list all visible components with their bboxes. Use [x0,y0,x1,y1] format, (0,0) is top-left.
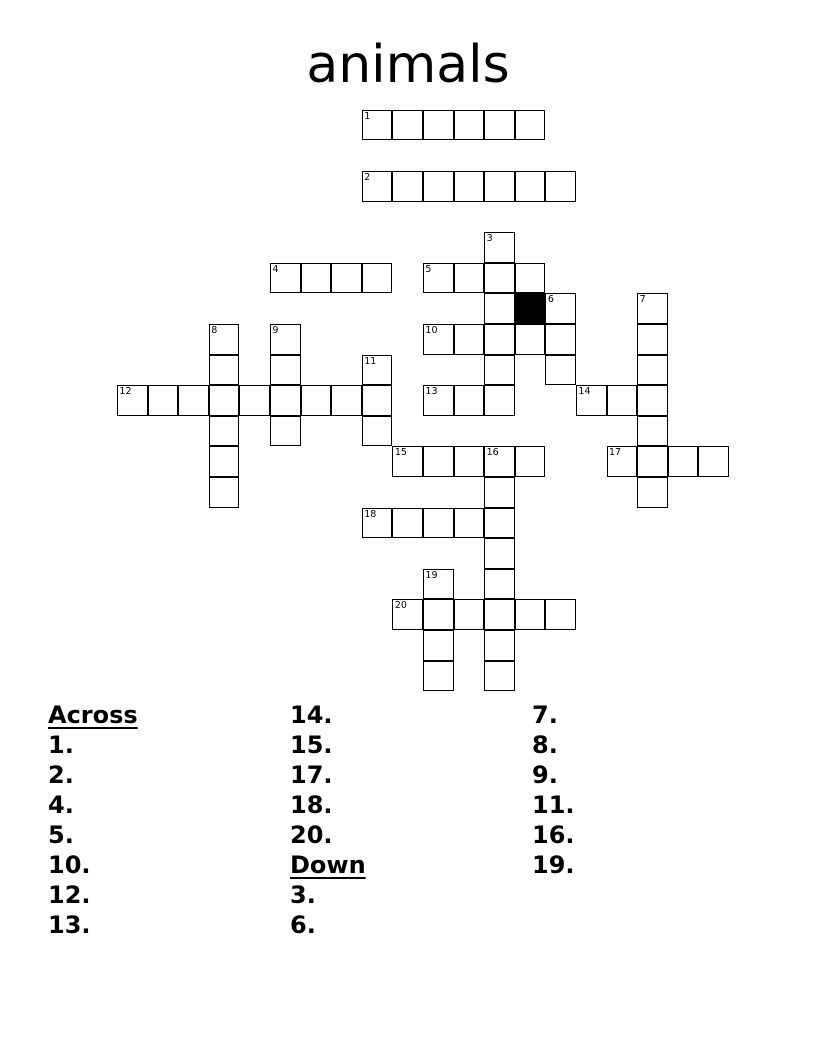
crossword-cell[interactable] [209,324,240,355]
crossword-cell[interactable] [668,446,699,477]
crossword-cell[interactable] [423,385,454,416]
clue-across: 5. [48,821,74,849]
clue-number: 3 [486,233,493,245]
crossword-cell[interactable] [484,355,515,386]
crossword-cell[interactable] [545,293,576,324]
crossword-cell[interactable] [331,385,362,416]
crossword-cell[interactable] [209,477,240,508]
crossword-cell[interactable] [607,446,638,477]
crossword-cell[interactable] [270,324,301,355]
clue-number: 20 [394,600,407,612]
crossword-cell[interactable] [423,630,454,661]
crossword-cell[interactable] [515,110,546,141]
crossword-cell[interactable] [576,385,607,416]
crossword-cell[interactable] [454,446,485,477]
crossword-cell[interactable] [515,599,546,630]
clue-number: 14 [578,386,591,398]
clue-across: 18. [290,791,333,819]
black-square [515,293,546,324]
crossword-cell[interactable] [362,416,393,447]
crossword-cell[interactable] [484,385,515,416]
crossword-cell[interactable] [362,355,393,386]
crossword-cell[interactable] [515,446,546,477]
clue-down: 16. [532,821,575,849]
crossword-cell[interactable] [301,263,332,294]
crossword-cell[interactable] [484,110,515,141]
crossword-cell[interactable] [484,477,515,508]
clue-across: 14. [290,701,333,729]
crossword-cell[interactable] [545,355,576,386]
crossword-cell[interactable] [454,385,485,416]
crossword-cell[interactable] [270,416,301,447]
clue-number: 4 [272,263,279,275]
crossword-cell[interactable] [545,599,576,630]
crossword-cell[interactable] [423,599,454,630]
down-heading: Down [290,851,366,879]
crossword-cell[interactable] [515,324,546,355]
clue-number: 12 [119,386,132,398]
crossword-cell[interactable] [209,416,240,447]
crossword-cell[interactable] [392,599,423,630]
crossword-cell[interactable] [362,508,393,539]
clue-down: 19. [532,851,575,879]
crossword-cell[interactable] [454,599,485,630]
crossword-cell[interactable] [515,171,546,202]
crossword-cell[interactable] [423,171,454,202]
crossword-cell[interactable] [545,324,576,355]
clue-across: 2. [48,761,74,789]
crossword-cell[interactable] [209,446,240,477]
clue-column-2 [290,700,366,940]
crossword-cell[interactable] [301,385,332,416]
crossword-cell[interactable] [637,416,668,447]
clue-number: 19 [425,569,438,581]
clue-across: 15. [290,731,333,759]
across-heading: Across [48,701,138,729]
crossword-cell[interactable] [362,110,393,141]
crossword-cell[interactable] [270,355,301,386]
crossword-cell[interactable] [484,324,515,355]
crossword-cell[interactable] [362,171,393,202]
clue-across: 17. [290,761,333,789]
crossword-cell[interactable] [607,385,638,416]
crossword-cell[interactable] [117,385,148,416]
crossword-cell[interactable] [270,263,301,294]
crossword-cell[interactable] [637,355,668,386]
crossword-cell[interactable] [392,171,423,202]
clue-number: 5 [425,263,432,275]
clue-number: 11 [364,355,377,367]
crossword-cell[interactable] [209,385,240,416]
crossword-cell[interactable] [423,324,454,355]
crossword-cell[interactable] [423,263,454,294]
clue-down: 3. [290,881,316,909]
clue-column-3 [532,700,575,880]
clue-down: 9. [532,761,558,789]
crossword-cell[interactable] [454,110,485,141]
crossword-cell[interactable] [423,508,454,539]
crossword-cell[interactable] [362,385,393,416]
clue-number: 6 [547,294,554,306]
clue-across: 13. [48,911,91,939]
crossword-cell[interactable] [454,508,485,539]
clue-across: 20. [290,821,333,849]
crossword-cell[interactable] [392,110,423,141]
crossword-cell[interactable] [637,385,668,416]
crossword-cell[interactable] [637,293,668,324]
crossword-cell[interactable] [239,385,270,416]
clue-down: 7. [532,701,558,729]
clue-down: 8. [532,731,558,759]
crossword-cell[interactable] [423,569,454,600]
clue-number: 2 [364,171,371,183]
crossword-cell[interactable] [484,661,515,692]
puzzle-title: animals [306,35,510,95]
clue-across: 12. [48,881,91,909]
clue-down: 6. [290,911,316,939]
crossword-cell[interactable] [423,110,454,141]
clue-number: 9 [272,324,279,336]
crossword-cell[interactable] [484,599,515,630]
clue-number: 17 [609,447,622,459]
crossword-cell[interactable] [484,508,515,539]
clue-number: 10 [425,324,438,336]
crossword-cell[interactable] [484,630,515,661]
crossword-cell[interactable] [362,263,393,294]
clue-column-1 [48,700,138,940]
crossword-cell[interactable] [454,263,485,294]
crossword-cell[interactable] [484,538,515,569]
crossword-cell[interactable] [484,171,515,202]
crossword-cell[interactable] [698,446,729,477]
crossword-cell[interactable] [484,232,515,263]
crossword-cell[interactable] [484,293,515,324]
crossword-cell[interactable] [178,385,209,416]
crossword-cell[interactable] [148,385,179,416]
clue-number: 13 [425,386,438,398]
crossword-cell[interactable] [454,324,485,355]
crossword-cell[interactable] [423,446,454,477]
clue-number: 15 [394,447,407,459]
crossword-cell[interactable] [545,171,576,202]
crossword-cell[interactable] [637,477,668,508]
clue-number: 1 [364,110,371,122]
clue-across: 4. [48,791,74,819]
crossword-cell[interactable] [209,355,240,386]
crossword-cell[interactable] [423,661,454,692]
clue-number: 16 [486,447,499,459]
clue-number: 7 [639,294,646,306]
clue-down: 11. [532,791,575,819]
clue-across: 1. [48,731,74,759]
clue-across: 10. [48,851,91,879]
clue-number: 18 [364,508,377,520]
crossword-cell[interactable] [484,569,515,600]
crossword-cell[interactable] [515,263,546,294]
crossword-cell[interactable] [637,446,668,477]
crossword-cell[interactable] [637,324,668,355]
clue-number: 8 [211,324,218,336]
crossword-cell[interactable] [484,446,515,477]
crossword-cell[interactable] [392,508,423,539]
crossword-cell[interactable] [454,171,485,202]
crossword-cell[interactable] [331,263,362,294]
crossword-cell[interactable] [270,385,301,416]
crossword-cell[interactable] [484,263,515,294]
crossword-cell[interactable] [392,446,423,477]
